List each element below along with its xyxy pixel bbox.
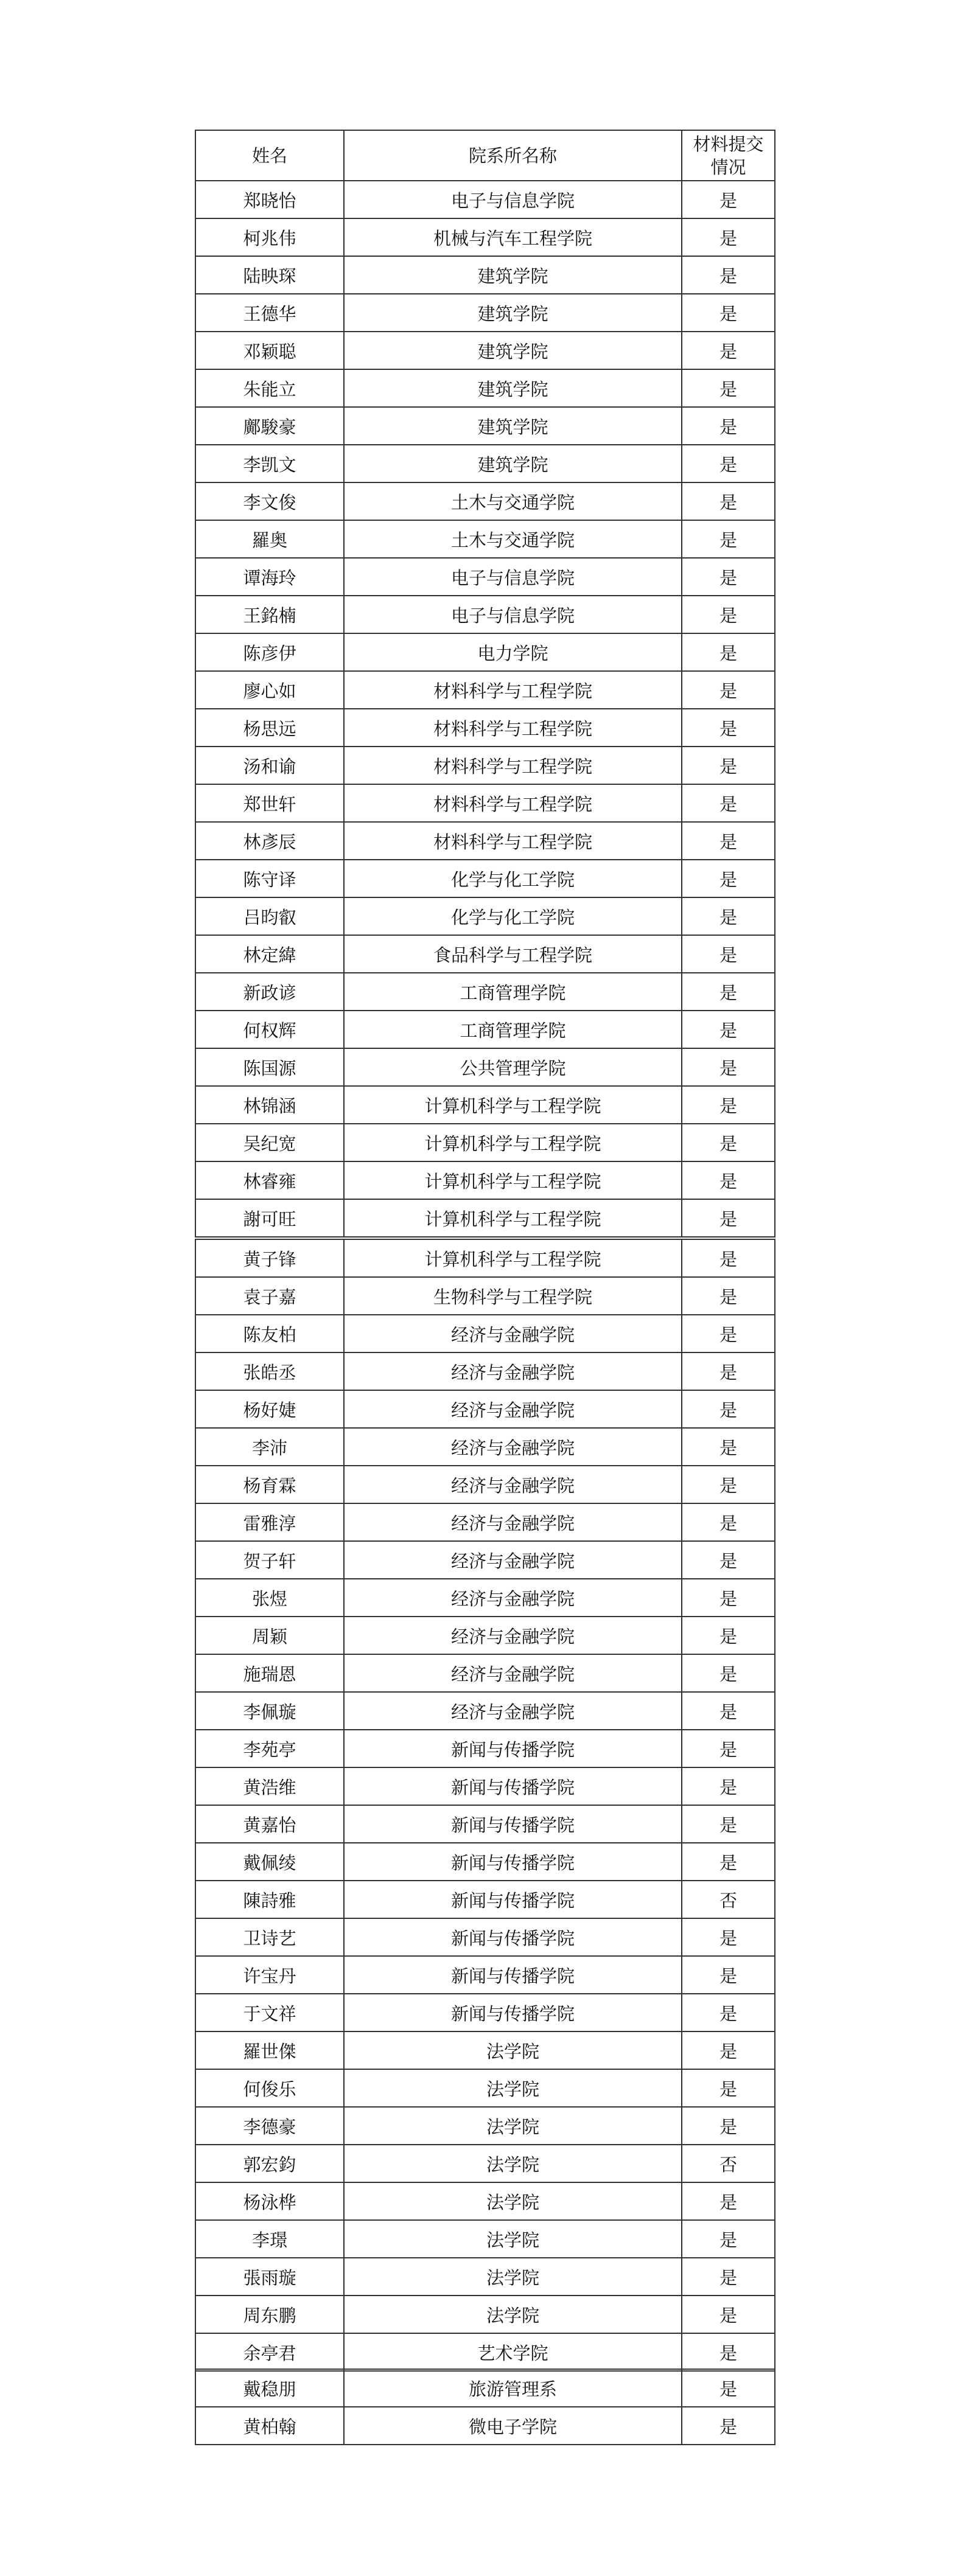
cell-name: 周东鹏	[195, 2296, 344, 2333]
cell-status: 是	[682, 1730, 775, 1767]
table-row	[195, 1730, 775, 1767]
table-row	[195, 709, 775, 747]
cell-status: 是	[682, 369, 775, 407]
cell-dept: 食品科学与工程学院	[344, 935, 682, 973]
cell-name: 于文祥	[195, 1994, 344, 2031]
cell-status: 是	[682, 1805, 775, 1843]
cell-dept: 材料科学与工程学院	[344, 784, 682, 822]
table-row	[195, 2107, 775, 2145]
cell-name: 杨好婕	[195, 1390, 344, 1428]
cell-status: 是	[682, 784, 775, 822]
cell-status: 否	[682, 1881, 775, 1918]
cell-dept: 材料科学与工程学院	[344, 822, 682, 860]
cell-status: 是	[682, 2220, 775, 2258]
cell-name: 杨泳桦	[195, 2182, 344, 2220]
cell-status: 是	[682, 2407, 775, 2445]
cell-dept: 化学与化工学院	[344, 860, 682, 897]
cell-name: 黄柏翰	[195, 2407, 344, 2445]
cell-dept: 经济与金融学院	[344, 1654, 682, 1692]
table-row	[195, 1124, 775, 1161]
cell-name: 戴佩绫	[195, 1843, 344, 1881]
table-body-2	[195, 1239, 775, 2371]
cell-name: 杨思远	[195, 709, 344, 747]
cell-dept: 公共管理学院	[344, 1048, 682, 1086]
cell-dept: 建筑学院	[344, 294, 682, 332]
cell-status: 是	[682, 747, 775, 784]
cell-status: 是	[682, 218, 775, 256]
table-row	[195, 256, 775, 294]
table-row	[195, 1048, 775, 1086]
table-row	[195, 1767, 775, 1805]
cell-dept: 经济与金融学院	[344, 1428, 682, 1466]
cell-name: 邓颖聪	[195, 332, 344, 369]
cell-dept: 法学院	[344, 2296, 682, 2333]
cell-dept: 计算机科学与工程学院	[344, 1239, 682, 1277]
cell-dept: 新闻与传播学院	[344, 1994, 682, 2031]
cell-status: 是	[682, 1352, 775, 1390]
cell-status: 是	[682, 1048, 775, 1086]
cell-status: 是	[682, 1315, 775, 1352]
cell-dept: 土木与交通学院	[344, 482, 682, 520]
cell-name: 李德豪	[195, 2107, 344, 2145]
table-row	[195, 1579, 775, 1617]
cell-dept: 土木与交通学院	[344, 520, 682, 558]
cell-status: 是	[682, 1843, 775, 1881]
cell-name: 周颖	[195, 1617, 344, 1654]
cell-status: 是	[682, 2031, 775, 2069]
cell-name: 陈友柏	[195, 1315, 344, 1352]
table-row	[195, 1390, 775, 1428]
cell-dept: 计算机科学与工程学院	[344, 1161, 682, 1199]
cell-dept: 工商管理学院	[344, 973, 682, 1011]
cell-dept: 新闻与传播学院	[344, 1730, 682, 1767]
table-body-3	[195, 2369, 775, 2445]
cell-name: 何权辉	[195, 1011, 344, 1048]
cell-dept: 计算机科学与工程学院	[344, 1199, 682, 1237]
table-row	[195, 1692, 775, 1730]
cell-name: 林定緯	[195, 935, 344, 973]
cell-status: 是	[682, 1277, 775, 1315]
table-row	[195, 1086, 775, 1124]
cell-dept: 法学院	[344, 2031, 682, 2069]
cell-status: 是	[682, 1579, 775, 1617]
table-row	[195, 1161, 775, 1199]
table-row	[195, 181, 775, 218]
cell-status: 是	[682, 2182, 775, 2220]
table-header-row	[195, 130, 775, 181]
cell-dept: 新闻与传播学院	[344, 1881, 682, 1918]
cell-status: 是	[682, 2069, 775, 2107]
cell-status: 是	[682, 2296, 775, 2333]
roster-table-part-1	[195, 130, 775, 1238]
cell-dept: 经济与金融学院	[344, 1692, 682, 1730]
cell-status: 是	[682, 709, 775, 747]
table-row	[195, 1239, 775, 1277]
table-row	[195, 1315, 775, 1352]
table-row	[195, 2333, 775, 2371]
cell-dept: 建筑学院	[344, 407, 682, 445]
cell-status: 是	[682, 1239, 775, 1277]
cell-name: 贺子轩	[195, 1541, 344, 1579]
cell-status: 是	[682, 897, 775, 935]
cell-status: 是	[682, 482, 775, 520]
cell-name: 黄嘉怡	[195, 1805, 344, 1843]
cell-name: 林彥辰	[195, 822, 344, 860]
cell-dept: 计算机科学与工程学院	[344, 1086, 682, 1124]
table-row	[195, 1541, 775, 1579]
cell-dept: 经济与金融学院	[344, 1390, 682, 1428]
table-row	[195, 747, 775, 784]
cell-name: 陈国源	[195, 1048, 344, 1086]
cell-dept: 新闻与传播学院	[344, 1767, 682, 1805]
table-row	[195, 897, 775, 935]
cell-dept: 化学与化工学院	[344, 897, 682, 935]
cell-status: 是	[682, 822, 775, 860]
cell-status: 是	[682, 1918, 775, 1956]
cell-status: 是	[682, 332, 775, 369]
cell-name: 李凯文	[195, 445, 344, 482]
cell-name: 黄子锋	[195, 1239, 344, 1277]
cell-name: 謝可旺	[195, 1199, 344, 1237]
cell-name: 林睿雍	[195, 1161, 344, 1199]
cell-name: 李文俊	[195, 482, 344, 520]
cell-status: 是	[682, 596, 775, 633]
cell-name: 李苑亭	[195, 1730, 344, 1767]
header-dept: 院系所名称	[344, 130, 682, 181]
table-row	[195, 784, 775, 822]
table-row	[195, 1199, 775, 1237]
cell-dept: 电子与信息学院	[344, 558, 682, 596]
cell-dept: 生物科学与工程学院	[344, 1277, 682, 1315]
cell-name: 吴纪宽	[195, 1124, 344, 1161]
cell-name: 施瑞恩	[195, 1654, 344, 1692]
table-row	[195, 445, 775, 482]
cell-status: 是	[682, 860, 775, 897]
cell-name: 王德华	[195, 294, 344, 332]
cell-status: 是	[682, 407, 775, 445]
cell-name: 陈彦伊	[195, 633, 344, 671]
cell-status: 是	[682, 181, 775, 218]
cell-name: 陈守译	[195, 860, 344, 897]
cell-status: 是	[682, 1124, 775, 1161]
cell-name: 陆映琛	[195, 256, 344, 294]
cell-status: 是	[682, 1390, 775, 1428]
roster-table-part-2	[195, 1239, 775, 2372]
table-body-1	[195, 181, 775, 1237]
cell-name: 羅世傑	[195, 2031, 344, 2069]
cell-status: 是	[682, 1086, 775, 1124]
cell-name: 谭海玲	[195, 558, 344, 596]
cell-dept: 电子与信息学院	[344, 596, 682, 633]
header-status-line1: 材料提交	[693, 133, 764, 155]
table-row	[195, 973, 775, 1011]
cell-dept: 材料科学与工程学院	[344, 709, 682, 747]
table-row	[195, 407, 775, 445]
table-row	[195, 633, 775, 671]
cell-name: 李佩璇	[195, 1692, 344, 1730]
cell-name: 许宝丹	[195, 1956, 344, 1994]
cell-name: 吕昀叡	[195, 897, 344, 935]
table-row	[195, 558, 775, 596]
cell-name: 朱能立	[195, 369, 344, 407]
cell-dept: 法学院	[344, 2107, 682, 2145]
cell-dept: 经济与金融学院	[344, 1579, 682, 1617]
table-row	[195, 2182, 775, 2220]
table-row	[195, 860, 775, 897]
cell-status: 是	[682, 1199, 775, 1237]
table-row	[195, 294, 775, 332]
cell-name: 鄺駿豪	[195, 407, 344, 445]
cell-name: 汤和谕	[195, 747, 344, 784]
table-row	[195, 2145, 775, 2182]
cell-dept: 新闻与传播学院	[344, 1805, 682, 1843]
cell-dept: 微电子学院	[344, 2407, 682, 2445]
cell-dept: 新闻与传播学院	[344, 1843, 682, 1881]
table-row	[195, 1881, 775, 1918]
cell-status: 是	[682, 1011, 775, 1048]
cell-dept: 法学院	[344, 2182, 682, 2220]
cell-name: 杨育霖	[195, 1466, 344, 1503]
cell-name: 郑晓怡	[195, 181, 344, 218]
cell-status: 是	[682, 935, 775, 973]
cell-dept: 电子与信息学院	[344, 181, 682, 218]
table-row	[195, 369, 775, 407]
roster-table-part-3	[195, 2369, 775, 2445]
cell-dept: 法学院	[344, 2220, 682, 2258]
cell-status: 是	[682, 1428, 775, 1466]
table-row	[195, 1428, 775, 1466]
cell-name: 袁子嘉	[195, 1277, 344, 1315]
cell-status: 是	[682, 445, 775, 482]
cell-status: 是	[682, 256, 775, 294]
cell-name: 廖心如	[195, 671, 344, 709]
table-row	[195, 1918, 775, 1956]
table-row	[195, 1011, 775, 1048]
table-row	[195, 482, 775, 520]
table-row	[195, 1503, 775, 1541]
table-row	[195, 671, 775, 709]
table-row	[195, 1466, 775, 1503]
cell-dept: 经济与金融学院	[344, 1466, 682, 1503]
cell-name: 張雨璇	[195, 2258, 344, 2296]
cell-dept: 建筑学院	[344, 256, 682, 294]
table-row	[195, 1277, 775, 1315]
cell-status: 是	[682, 1541, 775, 1579]
table-row	[195, 2407, 775, 2445]
cell-dept: 经济与金融学院	[344, 1315, 682, 1352]
cell-name: 郭宏鈞	[195, 2145, 344, 2182]
cell-dept: 旅游管理系	[344, 2369, 682, 2407]
cell-dept: 新闻与传播学院	[344, 1918, 682, 1956]
cell-status: 是	[682, 633, 775, 671]
table-row	[195, 2296, 775, 2333]
cell-dept: 艺术学院	[344, 2333, 682, 2371]
cell-name: 李沛	[195, 1428, 344, 1466]
cell-name: 郑世轩	[195, 784, 344, 822]
cell-dept: 工商管理学院	[344, 1011, 682, 1048]
cell-name: 黄浩维	[195, 1767, 344, 1805]
cell-dept: 经济与金融学院	[344, 1617, 682, 1654]
cell-status: 是	[682, 1161, 775, 1199]
cell-dept: 经济与金融学院	[344, 1541, 682, 1579]
table-row	[195, 1843, 775, 1881]
table-row	[195, 822, 775, 860]
table-row	[195, 2369, 775, 2407]
cell-dept: 法学院	[344, 2258, 682, 2296]
cell-name: 林锦涵	[195, 1086, 344, 1124]
table-row	[195, 1617, 775, 1654]
cell-status: 是	[682, 1994, 775, 2031]
cell-status: 是	[682, 520, 775, 558]
cell-status: 是	[682, 294, 775, 332]
cell-status: 是	[682, 2107, 775, 2145]
header-name: 姓名	[195, 130, 344, 181]
table-row	[195, 2220, 775, 2258]
table-row	[195, 332, 775, 369]
cell-name: 王銘楠	[195, 596, 344, 633]
table-row	[195, 2069, 775, 2107]
cell-name: 卫诗艺	[195, 1918, 344, 1956]
cell-status: 是	[682, 2369, 775, 2407]
cell-name: 何俊乐	[195, 2069, 344, 2107]
cell-dept: 建筑学院	[344, 369, 682, 407]
table-row	[195, 1352, 775, 1390]
cell-name: 雷雅淳	[195, 1503, 344, 1541]
cell-status: 是	[682, 1692, 775, 1730]
cell-status: 是	[682, 1503, 775, 1541]
cell-name: 陳詩雅	[195, 1881, 344, 1918]
cell-status: 是	[682, 1767, 775, 1805]
cell-status: 是	[682, 1617, 775, 1654]
header-status	[682, 130, 775, 181]
cell-dept: 机械与汽车工程学院	[344, 218, 682, 256]
cell-status: 是	[682, 2258, 775, 2296]
cell-name: 李璟	[195, 2220, 344, 2258]
cell-dept: 建筑学院	[344, 445, 682, 482]
cell-status: 是	[682, 1956, 775, 1994]
cell-status: 是	[682, 2333, 775, 2371]
cell-name: 柯兆伟	[195, 218, 344, 256]
cell-name: 张煜	[195, 1579, 344, 1617]
cell-dept: 法学院	[344, 2069, 682, 2107]
cell-dept: 计算机科学与工程学院	[344, 1124, 682, 1161]
table-row	[195, 596, 775, 633]
cell-dept: 经济与金融学院	[344, 1352, 682, 1390]
cell-dept: 法学院	[344, 2145, 682, 2182]
table-row	[195, 1654, 775, 1692]
table-row	[195, 1994, 775, 2031]
table-row	[195, 1956, 775, 1994]
table-row	[195, 2258, 775, 2296]
cell-dept: 电力学院	[344, 633, 682, 671]
cell-name: 新政谚	[195, 973, 344, 1011]
cell-dept: 新闻与传播学院	[344, 1956, 682, 1994]
cell-status: 是	[682, 1654, 775, 1692]
cell-status: 否	[682, 2145, 775, 2182]
cell-name: 羅奥	[195, 520, 344, 558]
header-status-line2: 情况	[710, 156, 746, 178]
cell-dept: 材料科学与工程学院	[344, 747, 682, 784]
table-row	[195, 935, 775, 973]
cell-status: 是	[682, 1466, 775, 1503]
cell-dept: 经济与金融学院	[344, 1503, 682, 1541]
cell-name: 余亭君	[195, 2333, 344, 2371]
table-row	[195, 2031, 775, 2069]
table-row	[195, 520, 775, 558]
cell-status: 是	[682, 671, 775, 709]
cell-name: 张皓丞	[195, 1352, 344, 1390]
cell-status: 是	[682, 973, 775, 1011]
cell-name: 戴稳朋	[195, 2369, 344, 2407]
cell-dept: 材料科学与工程学院	[344, 671, 682, 709]
cell-status: 是	[682, 558, 775, 596]
table-row	[195, 1805, 775, 1843]
cell-dept: 建筑学院	[344, 332, 682, 369]
table-row	[195, 218, 775, 256]
